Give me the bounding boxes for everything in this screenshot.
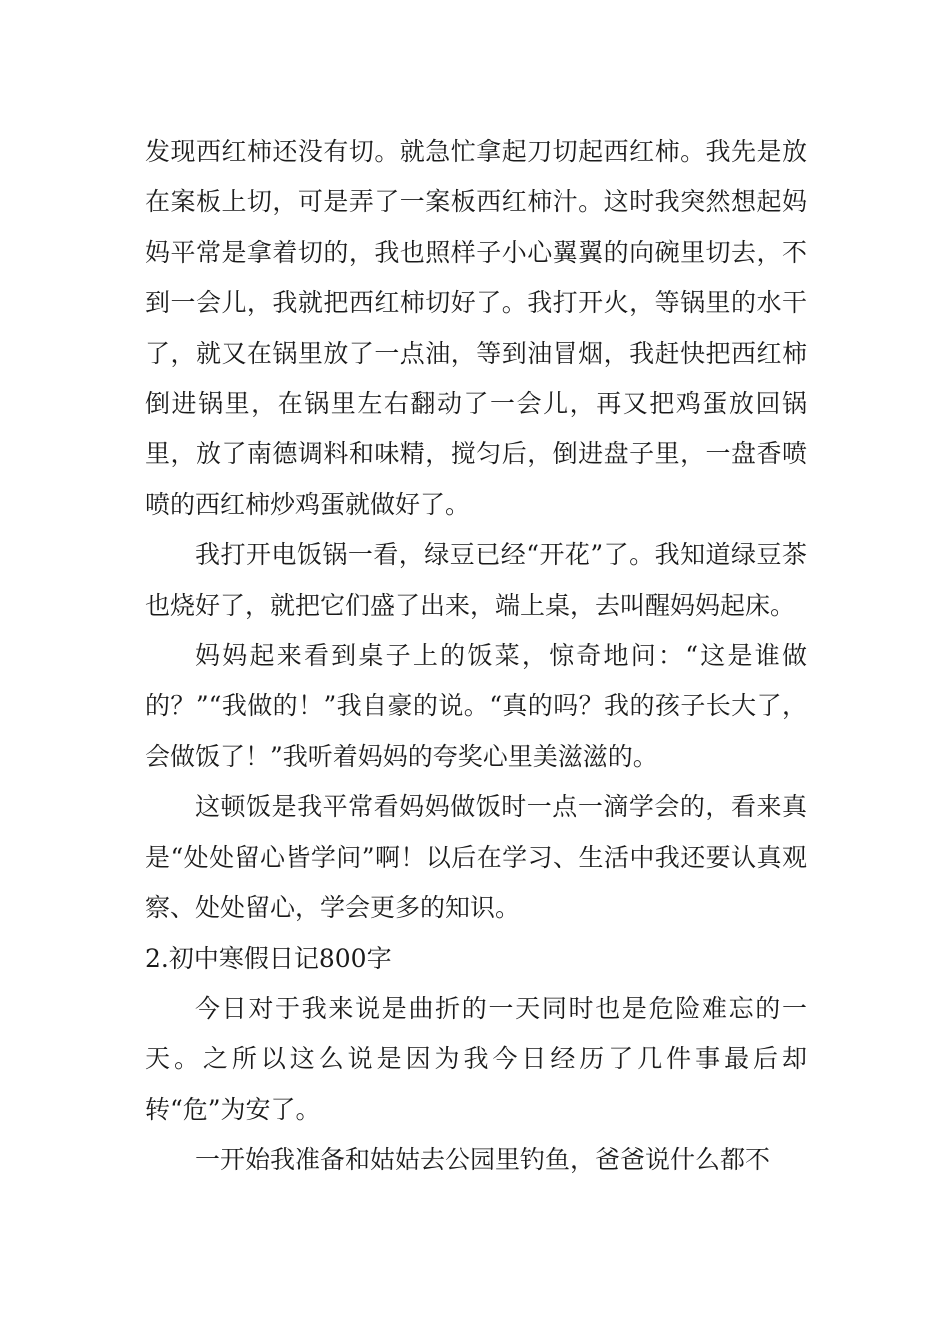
section-heading: 2.初中寒假日记800字 [145,943,392,973]
paragraph-2: 我打开电饭锅一看，绿豆已经“开花”了。我知道绿豆茶也烧好了，就把它们盛了出来，端上桌，去叫醒妈妈起床。 [145,540,807,620]
paragraph-6: 一开始我准备和姑姑去公园里钓鱼，爸爸说什么都不 [195,1145,771,1175]
paragraph-3: 妈妈起来看到桌子上的饭菜，惊奇地问：“这是谁做的？”“我做的！”我自豪的说。“真的吗？我的孩子长大了，会做饭了！”我听着妈妈的夸奖心里美滋滋的。 [145,641,807,771]
document-page [145,127,807,1186]
paragraph-1: 发现西红柿还没有切。就急忙拿起刀切起西红柿。我先是放在案板上切，可是弄了一案板西红柿汁。这时我突然想起妈妈平常是拿着切的，我也照样子小心翼翼的向碗里切去，不到一会儿，我就把西红柿切好了。我打开火，等锅里的水干了，就又在锅里放了一点油，等到油冒烟，我赶快把西红柿倒进锅里，在锅里左右翻动了一会儿，再又把鸡蛋放回锅里，放了南德调料和味精，搅匀后，倒进盘子里，一盘香喷喷的西红柿炒鸡蛋就做好了。 [145,137,807,519]
paragraph-4: 这顿饭是我平常看妈妈做饭时一点一滴学会的，看来真是“处处留心皆学问”啊！以后在学习、生活中我还要认真观察、处处留心，学会更多的知识。 [145,792,807,923]
paragraph-5: 今日对于我来说是曲折的一天同时也是危险难忘的一天。之所以这么说是因为我今日经历了几件事最后却转“危”为安了。 [145,993,807,1124]
